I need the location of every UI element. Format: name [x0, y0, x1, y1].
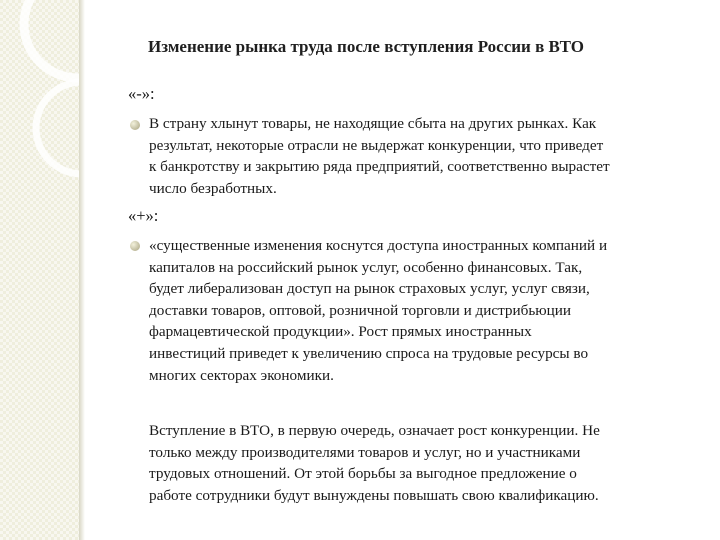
minus-label: «-»:	[128, 84, 155, 103]
decorative-circles	[0, 0, 79, 540]
side-panel-edge	[79, 0, 85, 540]
closing-line: Вступление в ВТО, в первую очередь, означает рост конкуренции. Не	[149, 422, 600, 439]
plus-line: многих секторах экономики.	[149, 366, 334, 384]
minus-line: В страну хлынут товары, не находящие сбыта на других рынках. Как	[149, 115, 597, 132]
decorative-side-panel	[0, 0, 79, 540]
bullet-icon	[130, 241, 140, 251]
minus-line: число безработных.	[149, 179, 277, 197]
closing-line: работе сотрудники будут вынуждены повышать свою квалификацию.	[149, 486, 599, 504]
plus-line: доставки товаров, оптовой, розничной торговли и дистрибьюции	[149, 301, 572, 319]
closing-line: трудовых отношений. От этой борьбы за выгодное предложение о	[149, 465, 577, 483]
decorative-ring-middle	[36, 82, 79, 174]
plus-line: будет либерализован доступ на рынок страховых услуг, услуг связи,	[149, 280, 590, 298]
plus-line: капиталов на российский рынок услуг, особенно финансовых. Так,	[149, 258, 583, 276]
closing-line: только между производителями товаров и услуг, но и участниками	[149, 443, 581, 461]
plus-line: инвестиций приведет к увеличению спроса на трудовые ресурсы во	[149, 344, 589, 362]
plus-line: «существенные изменения коснутся доступа иностранных компаний и	[149, 237, 608, 254]
decorative-ring-top	[24, 0, 79, 78]
minus-line: к банкротству и закрытию ряда предприятий, соответственно вырастет	[149, 158, 610, 176]
slide-title: Изменение рынка труда после вступления России в ВТО	[148, 37, 584, 56]
bullet-icon	[130, 120, 140, 130]
plus-label: «+»:	[128, 206, 159, 225]
plus-paragraph	[149, 235, 709, 386]
plus-line: фармацевтической продукции». Рост прямых иностранных	[149, 323, 532, 341]
minus-paragraph	[149, 113, 709, 199]
closing-paragraph	[149, 420, 709, 506]
minus-line: результат, некоторые отрасли не выдержат конкуренции, что приведет	[149, 136, 604, 154]
